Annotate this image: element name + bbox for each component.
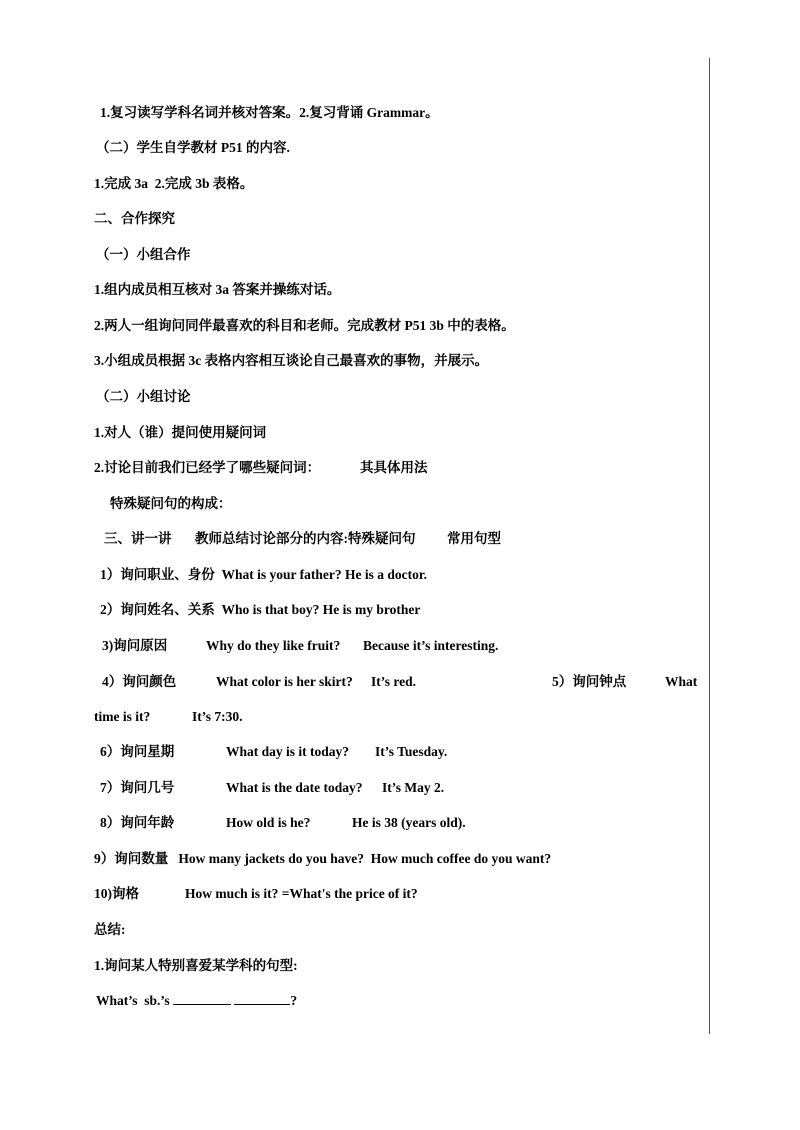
- text-line: 3.小组成员根据 3c 表格内容相互谈论自己最喜欢的事物，并展示。: [94, 353, 489, 368]
- text-line: 2.讨论目前我们已经学了哪些疑问词：: [94, 460, 321, 475]
- summary-heading: 总结:: [94, 922, 126, 937]
- text-line: 2.两人一组询问同伴最喜欢的科目和老师。完成教材 P51 3b 中的表格。: [94, 318, 515, 333]
- text-line: 其具体用法: [360, 460, 428, 475]
- text-line: （二）小组讨论: [96, 389, 191, 404]
- pattern-label: 10)询格: [94, 886, 139, 901]
- pattern-answer: It’s May 2.: [382, 780, 445, 795]
- pattern-label: 3)询问原因: [102, 638, 168, 653]
- text-line: 1.询问某人特别喜爱某学科的句型:: [94, 958, 298, 973]
- pattern-answer: Because it’s interesting.: [363, 638, 499, 653]
- section-heading: 三、讲一讲: [104, 531, 172, 546]
- pattern-question: What: [665, 674, 698, 689]
- pattern-question: What color is her skirt?: [216, 674, 353, 689]
- pattern-question: What day is it today?: [226, 744, 350, 759]
- pattern-item: 9）询问数量 How many jackets do you have? How much coffee do you want?: [94, 851, 552, 866]
- pattern-question: What is the date today?: [226, 780, 363, 795]
- pattern-answer: It’s Tuesday.: [375, 744, 448, 759]
- pattern-answer: He is 38 (years old).: [352, 815, 466, 830]
- text-line: 1.复习读写学科名词并核对答案。2.复习背诵 Grammar。: [100, 105, 439, 120]
- pattern-answer: It’s red.: [371, 674, 416, 689]
- pattern-question: time is it?: [94, 709, 151, 724]
- pattern-answer: It’s 7:30.: [192, 709, 243, 724]
- pattern-question: How much is it? =What's the price of it?: [185, 886, 418, 901]
- answer-blank: [173, 992, 231, 1005]
- margin-rule: [709, 58, 710, 1034]
- pattern-question: Why do they like fruit?: [206, 638, 341, 653]
- section-heading: 二、合作探究: [94, 211, 175, 226]
- pattern-item: 1）询问职业、身份 What is your father? He is a doctor.: [100, 567, 427, 582]
- text-line: 1.对人（谁）提问使用疑问词: [94, 425, 267, 440]
- text-line: （一）小组合作: [96, 247, 191, 262]
- sentence-start: What’s sb.’s: [96, 993, 170, 1008]
- answer-blank: [234, 992, 290, 1005]
- pattern-label: 6）询问星期: [100, 744, 175, 759]
- pattern-label: 5）询问钟点: [552, 674, 627, 689]
- pattern-label: 4）询问颜色: [102, 674, 177, 689]
- text-line: （二）学生自学教材 P51 的内容.: [96, 140, 290, 155]
- pattern-item: 2）询问姓名、关系 Who is that boy? He is my brother: [100, 602, 421, 617]
- sentence-end: ?: [290, 993, 298, 1008]
- text-line: 常用句型: [447, 531, 501, 546]
- text-line: 特殊疑问句的构成：: [110, 496, 232, 511]
- text-line: 教师总结讨论部分的内容:特殊疑问句: [195, 531, 416, 546]
- pattern-question: How old is he?: [226, 815, 311, 830]
- text-line: 1.组内成员相互核对 3a 答案并操练对话。: [94, 282, 341, 297]
- pattern-label: 7）询问几号: [100, 780, 175, 795]
- fill-in-sentence: [96, 992, 297, 1010]
- text-line: 1.完成 3a 2.完成 3b 表格。: [94, 176, 254, 191]
- pattern-label: 8）询问年龄: [100, 815, 175, 830]
